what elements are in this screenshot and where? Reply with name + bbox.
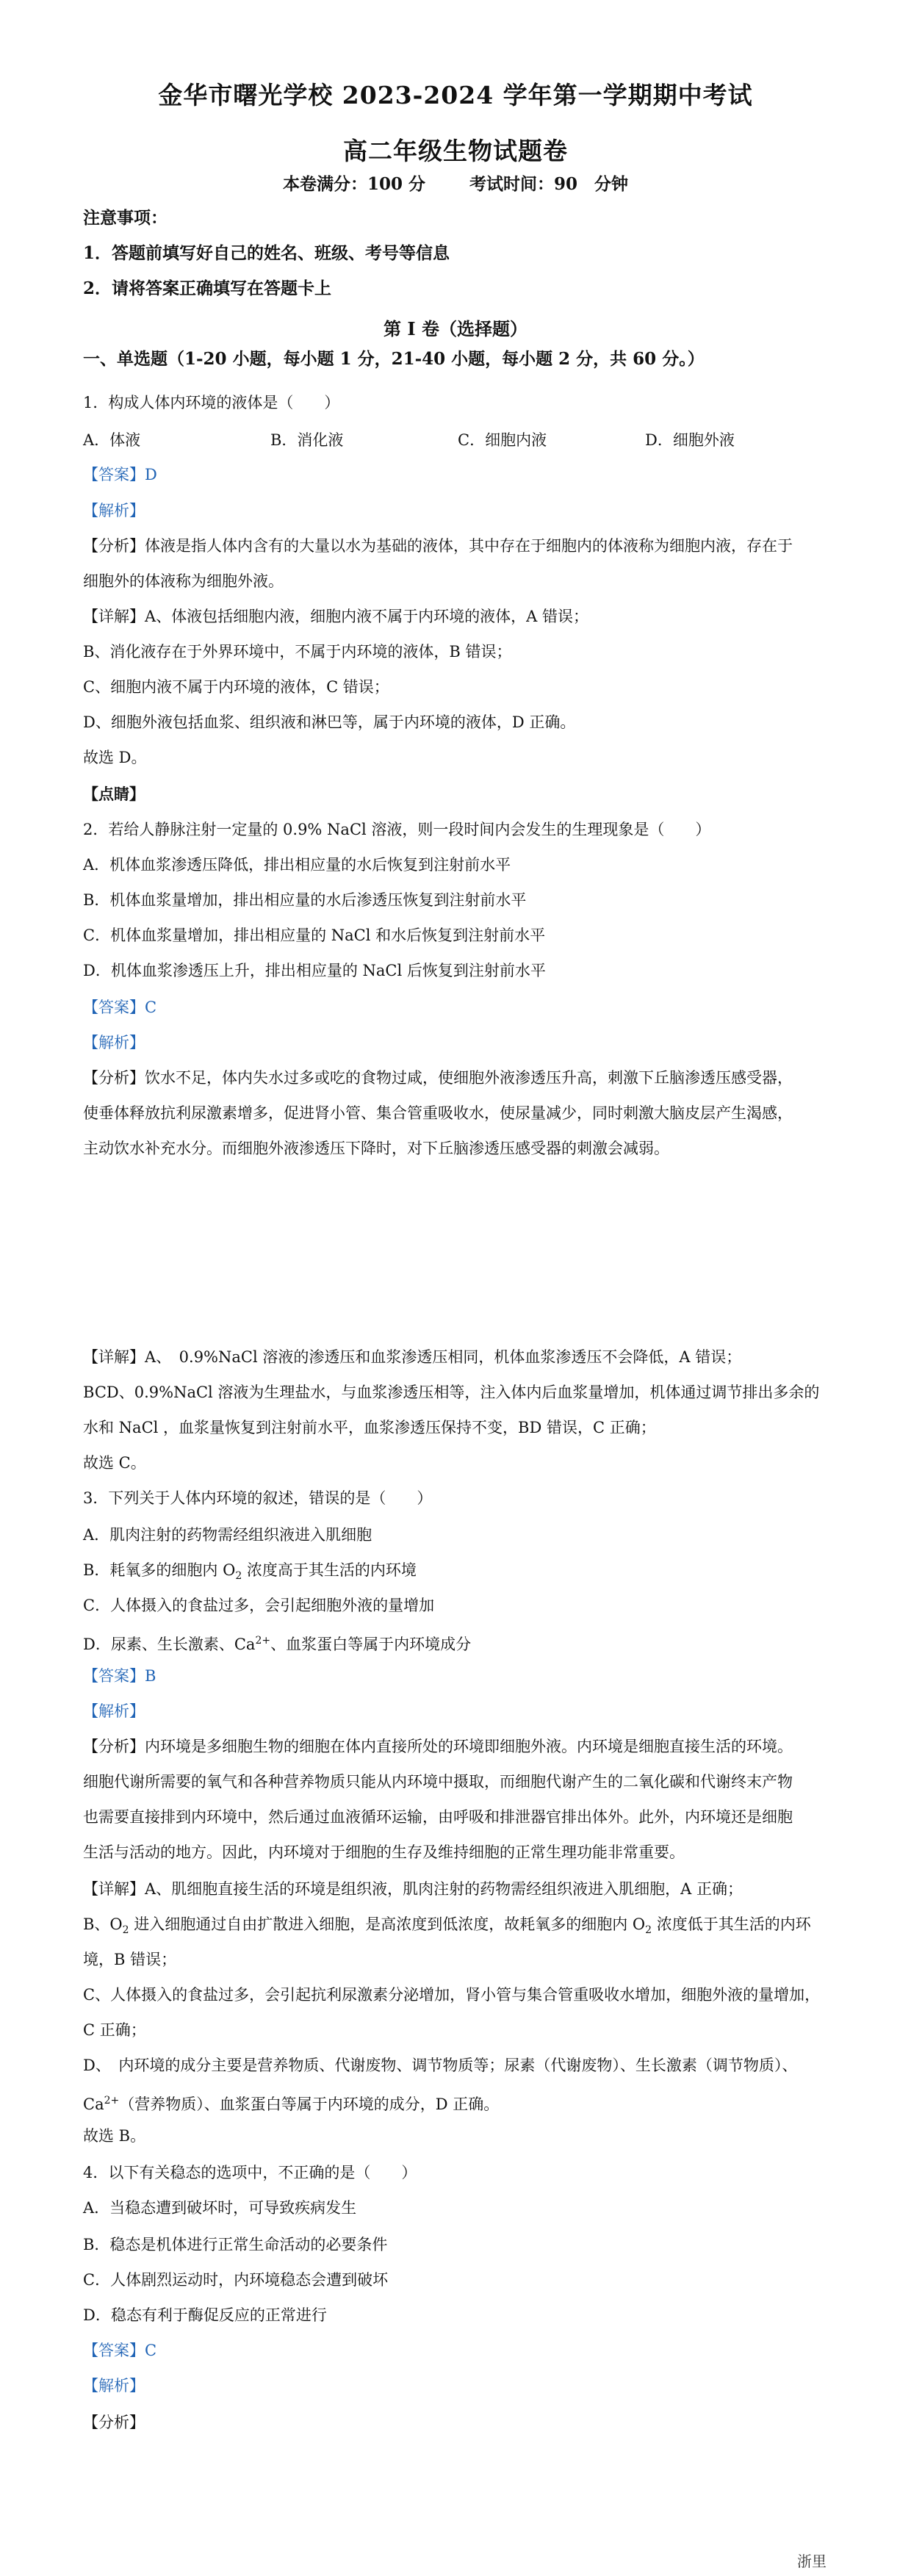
q1-stem: 1．构成人体内环境的液体是（ ） bbox=[83, 394, 340, 411]
q4-jiexi: 【解析】 bbox=[83, 2377, 145, 2395]
q1-dianjing: 【点睛】 bbox=[83, 785, 145, 803]
q3-detail-5: C 正确； bbox=[83, 2021, 146, 2039]
q4-option-b: B．稳态是机体进行正常生命活动的必要条件 bbox=[83, 2236, 388, 2253]
q3-detail-2 bbox=[83, 1913, 832, 1941]
notes-heading: 注意事项： bbox=[83, 208, 168, 228]
q2-jiexi: 【解析】 bbox=[83, 1034, 145, 1051]
note-1: 1．答题前填写好自己的姓名、班级、考号等信息 bbox=[83, 243, 450, 263]
q3-detail-2-mid: 进入细胞通过自由扩散进入细胞，是高浓度到低浓度，故耗氧多的细胞内 O bbox=[129, 1915, 646, 1933]
q4-option-a: A．当稳态遭到破坏时，可导致疾病发生 bbox=[83, 2199, 357, 2217]
full-score: 本卷满分：100 分 bbox=[282, 174, 425, 194]
q1-choose: 故选 D。 bbox=[83, 749, 147, 766]
exam-title: 金华市曙光学校 2023-2024 学年第一学期期中考试 bbox=[158, 81, 753, 109]
q1-detail-1: 【详解】A、体液包括细胞内液，细胞内液不属于内环境的液体，A 错误； bbox=[83, 608, 589, 625]
q2-detail-3: 水和 NaCl ，血浆量恢复到注射前水平，血浆渗透压保持不变，BD 错误，C 正确； bbox=[83, 1419, 656, 1436]
part-title: 一、单选题（1-20 小题，每小题 1 分，21-40 小题，每小题 2 分，共 60 分。） bbox=[83, 349, 705, 369]
q1-option-c: C．细胞内液 bbox=[458, 431, 547, 449]
q2-answer: 【答案】C bbox=[83, 999, 157, 1016]
q3-detail-7-post: （营养物质）、血浆蛋白等属于内环境的成分，D 正确。 bbox=[119, 2095, 500, 2113]
q3-detail-2-pre: B、O bbox=[83, 1915, 123, 1933]
q2-option-a: A．机体血浆渗透压降低，排出相应量的水后恢复到注射前水平 bbox=[83, 856, 511, 874]
q2-stem: 2．若给人静脉注射一定量的 0.9% NaCl 溶液，则一段时间内会发生的生理现象是（ ） bbox=[83, 821, 711, 838]
q3-detail-2-sub2: 2 bbox=[645, 1924, 652, 1937]
q1-jiexi: 【解析】 bbox=[83, 502, 145, 519]
q2-analysis-2: 使垂体释放抗利尿激素增多，促进肾小管、集合管重吸收水，使尿量减少，同时刺激大脑皮层产生渴感， bbox=[83, 1104, 793, 1122]
q3-jiexi: 【解析】 bbox=[83, 1702, 145, 1720]
q2-choose: 故选 C。 bbox=[83, 1454, 146, 1472]
q2-option-b: B．机体血浆量增加，排出相应量的水后渗透压恢复到注射前水平 bbox=[83, 891, 527, 909]
q1-analysis-1: 【分析】体液是指人体内含有的大量以水为基础的液体，其中存在于细胞内的体液称为细胞内液，存在于 bbox=[83, 537, 793, 555]
q3-option-b-sub: 2 bbox=[235, 1570, 242, 1583]
q3-detail-2-sub1: 2 bbox=[122, 1924, 129, 1937]
q3-option-b-post: 浓度高于其生活的内环境 bbox=[242, 1561, 417, 1579]
footer-text: 浙里 bbox=[797, 2552, 827, 2570]
q1-options bbox=[83, 428, 832, 450]
q3-analysis-3: 也需要直接排到内环境中，然后通过血液循环运输，由呼吸和排泄器官排出体外。此外，内环境还是细胞 bbox=[83, 1808, 793, 1826]
q3-option-b bbox=[83, 1559, 832, 1587]
q1-option-d: D．细胞外液 bbox=[645, 431, 735, 449]
q3-detail-7-pre: Ca bbox=[83, 2095, 104, 2113]
q3-detail-7-sup: 2+ bbox=[104, 2095, 120, 2107]
q3-option-a: A．肌肉注射的药物需经组织液进入肌细胞 bbox=[83, 1526, 372, 1544]
q4-answer: 【答案】C bbox=[83, 2342, 157, 2359]
q2-analysis-3: 主动饮水补充水分。而细胞外液渗透压下降时，对下丘脑渗透压感受器的刺激会减弱。 bbox=[83, 1140, 669, 1157]
q3-option-d-sup: 2+ bbox=[255, 1635, 271, 1647]
q2-detail-1: 【详解】A、 0.9%NaCl 溶液的渗透压和血浆渗透压相同，机体血浆渗透压不会降低，A 错误； bbox=[83, 1348, 742, 1366]
q3-option-d-pre: D．尿素、生长激素、Ca bbox=[83, 1636, 256, 1653]
q4-option-d: D．稳态有利于酶促反应的正常进行 bbox=[83, 2306, 327, 2324]
q1-detail-4: D、细胞外液包括血浆、组织液和淋巴等，属于内环境的液体，D 正确。 bbox=[83, 713, 576, 731]
q3-detail-4: C、人体摄入的食盐过多，会引起抗利尿激素分泌增加，肾小管与集合管重吸收水增加，细胞外液的量增加， bbox=[83, 1986, 821, 2004]
q3-option-b-pre: B．耗氧多的细胞内 O bbox=[83, 1561, 236, 1579]
q2-detail-2: BCD、0.9%NaCl 溶液为生理盐水，与血浆渗透压相等，注入体内后血浆量增加，机体通过调节排出多余的 bbox=[83, 1384, 820, 1401]
q4-analysis: 【分析】 bbox=[83, 2414, 145, 2431]
q3-analysis-4: 生活与活动的地方。因此，内环境对于细胞的生存及维持细胞的正常生理功能非常重要。 bbox=[83, 1843, 685, 1861]
volume-title: 第 I 卷（选择题） bbox=[384, 318, 527, 339]
q4-stem: 4．以下有关稳态的选项中，不正确的是（ ） bbox=[83, 2164, 417, 2181]
q3-option-d-post: 、血浆蛋白等属于内环境成分 bbox=[270, 1636, 472, 1653]
q3-detail-7 bbox=[83, 2090, 832, 2115]
exam-subtitle: 高二年级生物试题卷 bbox=[343, 137, 568, 165]
q4-option-c: C．人体剧烈运动时，内环境稳态会遭到破坏 bbox=[83, 2271, 389, 2289]
q2-analysis-1: 【分析】饮水不足，体内失水过多或吃的食物过咸，使细胞外液渗透压升高，刺激下丘脑渗透压感受器， bbox=[83, 1069, 793, 1087]
q2-option-d: D．机体血浆渗透压上升，排出相应量的 NaCl 后恢复到注射前水平 bbox=[83, 962, 546, 979]
note-2: 2．请将答案正确填写在答题卡上 bbox=[83, 278, 332, 298]
q3-answer: 【答案】B bbox=[83, 1667, 156, 1685]
q3-analysis-2: 细胞代谢所需要的氧气和各种营养物质只能从内环境中摄取，而细胞代谢产生的二氧化碳和代谢终末产物 bbox=[83, 1773, 793, 1791]
q3-stem: 3．下列关于人体内环境的叙述，错误的是（ ） bbox=[83, 1489, 433, 1507]
q1-answer: 【答案】D bbox=[83, 466, 157, 483]
q3-option-c: C．人体摄入的食盐过多，会引起细胞外液的量增加 bbox=[83, 1597, 435, 1614]
q1-option-a: A．体液 bbox=[83, 431, 141, 449]
q3-detail-2-post: 浓度低于其生活的内环 bbox=[652, 1915, 811, 1933]
exam-meta bbox=[0, 170, 911, 195]
q3-option-d bbox=[83, 1630, 832, 1655]
q1-detail-3: C、细胞内液不属于内环境的液体，C 错误； bbox=[83, 678, 389, 696]
q1-analysis-2: 细胞外的体液称为细胞外液。 bbox=[83, 572, 284, 590]
q3-choose: 故选 B。 bbox=[83, 2127, 146, 2145]
q1-option-b: B．消化液 bbox=[270, 431, 344, 449]
q1-detail-2: B、消化液存在于外界环境中，不属于内环境的液体，B 错误； bbox=[83, 643, 512, 661]
exam-time: 考试时间：90 分钟 bbox=[469, 174, 629, 194]
q3-detail-6: D、 内环境的成分主要是营养物质、代谢废物、调节物质等；尿素（代谢废物）、生长激素（调节物质）、 bbox=[83, 2057, 798, 2074]
q2-option-c: C．机体血浆量增加，排出相应量的 NaCl 和水后恢复到注射前水平 bbox=[83, 927, 546, 944]
q3-detail-1: 【详解】A、肌细胞直接生活的环境是组织液，肌肉注射的药物需经组织液进入肌细胞，A 正确； bbox=[83, 1880, 743, 1898]
q3-detail-3: 境，B 错误； bbox=[83, 1951, 177, 1968]
q3-analysis-1: 【分析】内环境是多细胞生物的细胞在体内直接所处的环境即细胞外液。内环境是细胞直接生活的环境。 bbox=[83, 1738, 793, 1755]
